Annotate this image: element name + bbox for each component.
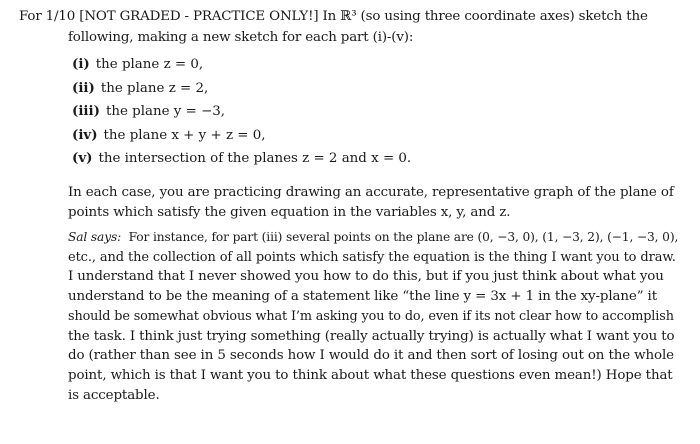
list-item: [72, 77, 632, 101]
paragraph-line: [68, 228, 678, 248]
part-text: the intersection of the planes z = 2 and x = 0.: [98, 151, 412, 167]
speaker-label: Sal says:: [68, 230, 122, 244]
part-text: the plane x + y + z = 0,: [103, 127, 266, 143]
part-number: (iii): [72, 103, 100, 120]
paragraph-line: do (rather than see in 5 seconds how I would do it and then sort of losing out on the whole: [68, 348, 674, 364]
paragraph-line: the task. I think just trying something (really actually trying) is actually what I want you to: [68, 328, 675, 344]
part-text: the plane z = 2,: [100, 80, 209, 96]
list-item: [72, 124, 632, 148]
sal-says-paragraph: [68, 228, 678, 405]
intro-line-2: following, making a new sketch for each part (i)-(v):: [68, 30, 414, 45]
instructions-paragraph: [68, 183, 678, 222]
list-item: [72, 53, 632, 77]
paragraph-line: points which satisfy the given equation in the variables x, y, and z.: [68, 204, 511, 220]
paragraph-line: is acceptable.: [68, 387, 160, 403]
paragraph-line: should be somewhat obvious what I’m asking you to do, even if its not clear how to accomplish: [68, 308, 674, 324]
part-number: (i): [72, 56, 90, 72]
intro-line-1: For 1/10 [NOT GRADED - PRACTICE ONLY!] In ℝ³ (so using three coordinate axes) sketch the: [19, 9, 648, 24]
problem-intro: [19, 6, 679, 48]
problem-parts-list: [72, 53, 632, 171]
paragraph-text: For instance, for part (iii) several points on the plane are (0, −3, 0), (1, −3, 2), (−1, −3, 0),: [128, 230, 679, 244]
list-item: [72, 100, 632, 124]
part-number: (v): [72, 150, 93, 167]
part-text: the plane z = 0,: [95, 57, 204, 72]
paragraph-line: etc., and the collection of all points which satisfy the equation is the thing I want you to draw.: [68, 249, 676, 265]
part-number: (iv): [72, 126, 98, 143]
paragraph-line: I understand that I never showed you how to do this, but if you just think about what you: [68, 269, 664, 285]
part-number: (ii): [72, 79, 95, 96]
paragraph-line: point, which is that I want you to think about what these questions even mean!) Hope that: [68, 367, 673, 383]
list-item: [72, 147, 632, 171]
paragraph-line: In each case, you are practicing drawing an accurate, representative graph of the plane of: [68, 185, 674, 200]
paragraph-line: understand to be the meaning of a statement like “the line y = 3x + 1 in the xy-plane” it: [68, 289, 657, 305]
part-text: the plane y = −3,: [105, 104, 226, 120]
